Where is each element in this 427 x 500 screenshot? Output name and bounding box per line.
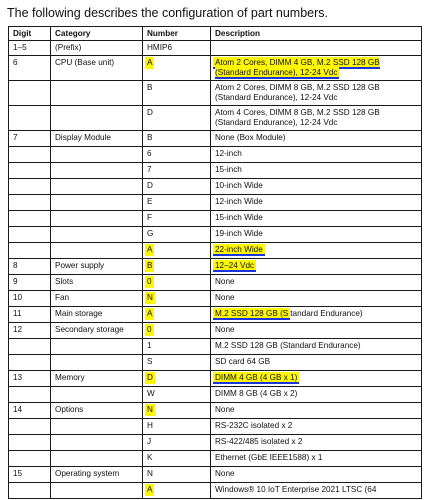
number-cell: W xyxy=(143,387,211,403)
number-highlight: B xyxy=(147,261,153,270)
table-row xyxy=(9,211,422,227)
table-row xyxy=(9,355,422,371)
description-highlight: DIMM 4 GB (4 GB x 1) xyxy=(215,373,298,382)
description-cell: 15-inch xyxy=(211,163,422,179)
header-number: Number xyxy=(143,27,211,41)
description-cell: Atom 4 Cores, DIMM 8 GB, M.2 SSD 128 GB (Standard Endurance), 12-24 Vdc xyxy=(211,106,422,131)
table-row xyxy=(9,323,422,339)
number-cell: H xyxy=(143,419,211,435)
number-highlight: D xyxy=(147,373,153,382)
digit-cell xyxy=(9,355,51,371)
number-highlight: N xyxy=(147,405,153,414)
number-highlight: N xyxy=(147,293,153,302)
category-cell: Secondary storage xyxy=(51,323,143,339)
digit-cell: 14 xyxy=(9,403,51,419)
description-cell: 10-inch Wide xyxy=(211,179,422,195)
number-cell: B xyxy=(143,131,211,147)
digit-cell: 1–5 xyxy=(9,41,51,56)
table-row xyxy=(9,243,422,259)
description-cell: 12-inch xyxy=(211,147,422,163)
table-row xyxy=(9,259,422,275)
category-cell xyxy=(51,419,143,435)
category-cell: Fan xyxy=(51,291,143,307)
category-cell xyxy=(51,163,143,179)
number-cell: B xyxy=(143,81,211,106)
category-cell xyxy=(51,435,143,451)
description-cell: Atom 2 Cores, DIMM 8 GB, M.2 SSD 128 GB (Standard Endurance), 12-24 Vdc xyxy=(211,81,422,106)
category-cell: Slots xyxy=(51,275,143,291)
table-row xyxy=(9,467,422,483)
number-cell: 1 xyxy=(143,339,211,355)
category-cell xyxy=(51,211,143,227)
description-highlight: Atom 2 Cores, DIMM 4 GB, M.2 SSD 128 GB (Standard Endurance), 12-24 Vdc xyxy=(215,58,380,77)
category-cell xyxy=(51,387,143,403)
description-cell xyxy=(211,243,422,259)
number-cell: E xyxy=(143,195,211,211)
number-cell xyxy=(143,323,211,339)
number-highlight: 0 xyxy=(147,277,152,286)
table-row xyxy=(9,339,422,355)
description-cell: None xyxy=(211,275,422,291)
digit-cell xyxy=(9,147,51,163)
number-cell xyxy=(143,243,211,259)
description-rest: tandard Endurance) xyxy=(290,309,363,318)
digit-cell: 7 xyxy=(9,131,51,147)
category-cell xyxy=(51,106,143,131)
description-cell: Ethernet (GbE IEEE1588) x 1 xyxy=(211,451,422,467)
category-cell xyxy=(51,339,143,355)
digit-cell xyxy=(9,419,51,435)
number-cell: G xyxy=(143,227,211,243)
digit-cell: 9 xyxy=(9,275,51,291)
table-row xyxy=(9,483,422,499)
number-cell: S xyxy=(143,355,211,371)
table-row xyxy=(9,131,422,147)
table-row xyxy=(9,291,422,307)
digit-cell: 11 xyxy=(9,307,51,323)
category-cell xyxy=(51,195,143,211)
table-row xyxy=(9,147,422,163)
description-cell: None xyxy=(211,467,422,483)
table-row xyxy=(9,451,422,467)
category-cell xyxy=(51,147,143,163)
description-cell xyxy=(211,371,422,387)
description-cell: None xyxy=(211,403,422,419)
digit-cell xyxy=(9,163,51,179)
number-cell: K xyxy=(143,451,211,467)
table-row xyxy=(9,387,422,403)
number-cell: HMIP6 xyxy=(143,41,211,56)
number-cell: 7 xyxy=(143,163,211,179)
description-cell: RS-422/485 isolated x 2 xyxy=(211,435,422,451)
number-highlight: A xyxy=(147,58,153,67)
digit-cell xyxy=(9,483,51,499)
number-highlight: 0 xyxy=(147,325,152,334)
number-cell: J xyxy=(143,435,211,451)
description-cell: DIMM 8 GB (4 GB x 2) xyxy=(211,387,422,403)
table-row xyxy=(9,163,422,179)
category-cell: (Prefix) xyxy=(51,41,143,56)
intro-text: The following describes the configuration of part numbers. xyxy=(7,6,329,20)
table-row xyxy=(9,275,422,291)
category-cell: Main storage xyxy=(51,307,143,323)
digit-cell xyxy=(9,179,51,195)
digit-cell: 13 xyxy=(9,371,51,387)
description-cell xyxy=(211,56,422,81)
table-row xyxy=(9,307,422,323)
category-cell: Power supply xyxy=(51,259,143,275)
category-cell xyxy=(51,81,143,106)
category-cell: Memory xyxy=(51,371,143,387)
digit-cell xyxy=(9,195,51,211)
table-row xyxy=(9,403,422,419)
table-row xyxy=(9,227,422,243)
category-cell xyxy=(51,179,143,195)
number-cell xyxy=(143,291,211,307)
category-cell: CPU (Base unit) xyxy=(51,56,143,81)
digit-cell xyxy=(9,227,51,243)
description-cell: RS-232C isolated x 2 xyxy=(211,419,422,435)
digit-cell: 8 xyxy=(9,259,51,275)
table-row xyxy=(9,435,422,451)
digit-cell xyxy=(9,211,51,227)
digit-cell xyxy=(9,106,51,131)
description-cell: SD card 64 GB xyxy=(211,355,422,371)
description-cell: 15-inch Wide xyxy=(211,211,422,227)
digit-cell: 12 xyxy=(9,323,51,339)
category-cell xyxy=(51,355,143,371)
digit-cell xyxy=(9,451,51,467)
number-highlight: A xyxy=(147,245,153,254)
table-header-row xyxy=(9,27,422,41)
header-digit: Digit xyxy=(9,27,51,41)
description-cell: None xyxy=(211,323,422,339)
number-cell: 6 xyxy=(143,147,211,163)
table-row xyxy=(9,106,422,131)
digit-cell xyxy=(9,435,51,451)
description-highlight: 12–24 Vdc xyxy=(215,261,255,270)
table-row xyxy=(9,56,422,81)
digit-cell xyxy=(9,387,51,403)
category-cell: Operating system xyxy=(51,467,143,483)
description-cell xyxy=(211,259,422,275)
description-cell: Windows® 10 IoT Enterprise 2021 LTSC (64 xyxy=(211,483,422,499)
number-cell xyxy=(143,275,211,291)
category-cell: Options xyxy=(51,403,143,419)
number-cell xyxy=(143,56,211,81)
digit-cell: 6 xyxy=(9,56,51,81)
category-cell xyxy=(51,483,143,499)
number-cell: D xyxy=(143,179,211,195)
number-highlight: A xyxy=(147,309,153,318)
header-description: Description xyxy=(211,27,422,41)
header-category: Category xyxy=(51,27,143,41)
number-cell: D xyxy=(143,106,211,131)
description-cell xyxy=(211,307,422,323)
description-cell: M.2 SSD 128 GB (Standard Endurance) xyxy=(211,339,422,355)
digit-cell: 10 xyxy=(9,291,51,307)
table-row xyxy=(9,41,422,56)
description-cell: 19-inch Wide xyxy=(211,227,422,243)
digit-cell xyxy=(9,81,51,106)
table-row xyxy=(9,419,422,435)
digit-cell xyxy=(9,339,51,355)
number-highlight: A xyxy=(147,485,153,494)
digit-cell xyxy=(9,243,51,259)
number-cell xyxy=(143,371,211,387)
table-row xyxy=(9,81,422,106)
number-cell xyxy=(143,483,211,499)
table-row xyxy=(9,179,422,195)
number-cell xyxy=(143,403,211,419)
category-cell: Display Module xyxy=(51,131,143,147)
number-cell xyxy=(143,259,211,275)
part-number-table xyxy=(8,26,422,499)
description-highlight: M.2 SSD 128 GB (S xyxy=(215,309,289,318)
number-cell: N xyxy=(143,467,211,483)
category-cell xyxy=(51,243,143,259)
description-cell: 12-inch Wide xyxy=(211,195,422,211)
number-cell xyxy=(143,307,211,323)
category-cell xyxy=(51,451,143,467)
description-cell: None (Box Module) xyxy=(211,131,422,147)
number-cell: F xyxy=(143,211,211,227)
digit-cell: 15 xyxy=(9,467,51,483)
table-row xyxy=(9,195,422,211)
description-cell: None xyxy=(211,291,422,307)
description-cell xyxy=(211,41,422,56)
description-highlight: 22-inch Wide xyxy=(215,245,263,254)
table-row xyxy=(9,371,422,387)
category-cell xyxy=(51,227,143,243)
